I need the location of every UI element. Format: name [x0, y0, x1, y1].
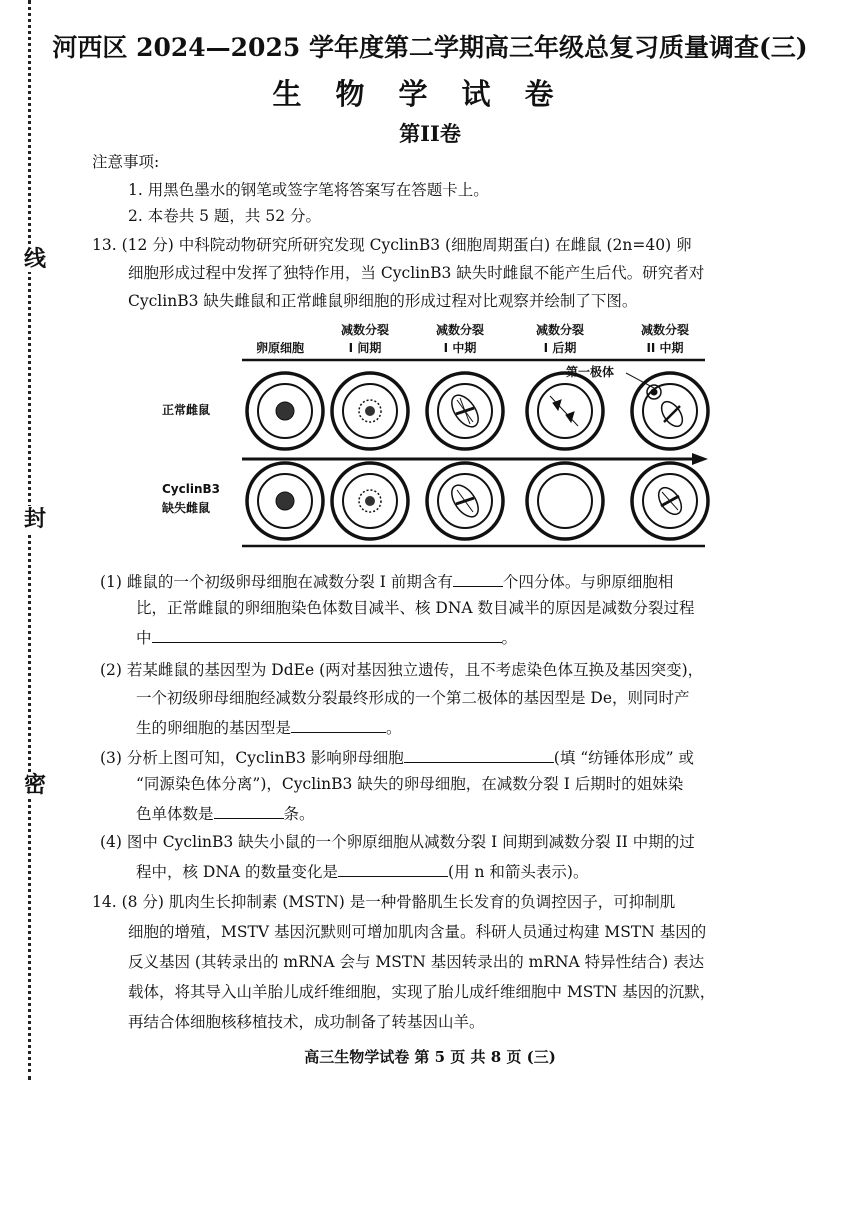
row-label-mutant-1: CyclinB3 [162, 482, 221, 496]
stage-label-3-l1: 减数分裂 [435, 323, 485, 337]
q13-intro-line-2: 细胞形成过程中发挥了独特作用，当 CyclinB3 缺失时雌鼠不能产生后代。研究者对 [128, 264, 705, 282]
page-footer: 高三生物学试卷 第 5 页 共 8 页 (三) [304, 1048, 556, 1066]
q13-2-line-3: 生的卵细胞的基因型是 。 [136, 716, 402, 738]
binding-char-mi: 密 [23, 772, 46, 798]
meiosis-diagram [160, 318, 720, 558]
polar-body-label: 第一极体 [566, 365, 615, 379]
q13-1-blank-1 [453, 570, 503, 587]
cell-normal-metaphase-1 [427, 373, 503, 449]
binding-char-xian: 线 [23, 246, 46, 272]
cell-normal-interphase [332, 373, 408, 449]
q13-2-line-1: (2) 若某雌鼠的基因型为 DdEe (两对基因独立遗传，且不考虑染色体互换及基因突变)， [100, 661, 704, 679]
q13-3-blank-2 [214, 802, 284, 819]
q13-3-line-1: (3) 分析上图可知，CyclinB3 影响卵母细胞 (填 “纺锤体形成” 或 [100, 746, 694, 768]
note-item-2: 2. 本卷共 5 题，共 52 分。 [128, 207, 322, 225]
q13-intro-line-1: 13. (12 分) 中科院动物研究所研究发现 CyclinB3 (细胞周期蛋白) 在雌鼠 (2n=40) 卵 [92, 236, 692, 254]
cell-normal-oogonium [247, 373, 323, 449]
stage-label-2-l2: I 间期 [348, 341, 382, 355]
stage-label-3-l2: I 中期 [443, 341, 477, 355]
q13-3-line-2: “同源染色体分离”)，CyclinB3 缺失的卵母细胞，在减数分裂 I 后期时的姐妹染 [136, 775, 684, 793]
notes-heading: 注意事项: [92, 153, 160, 171]
q14-line-2: 细胞的增殖，MSTV 基因沉默则可增加肌肉含量。科研人员通过构建 MSTN 基因的 [128, 923, 707, 941]
q13-1-line-1: (1) 雌鼠的一个初级卵母细胞在减数分裂 I 前期含有 个四分体。与卵原细胞相 [100, 570, 673, 592]
row-label-mutant-2: 缺失雌鼠 [162, 501, 211, 515]
q14-line-5: 再结合体细胞核移植技术，成功制备了转基因山羊。 [128, 1013, 485, 1031]
q13-3-line-3: 色单体数是 条。 [136, 802, 315, 824]
q13-2-line-2: 一个初级卵母细胞经减数分裂最终形成的一个第二极体的基因型是 De，则同时产 [136, 689, 690, 707]
cell-mutant-metaphase-1 [427, 463, 503, 539]
row-label-normal: 正常雌鼠 [162, 403, 211, 417]
q13-1-line-3: 中 。 [136, 626, 517, 648]
cell-mutant-metaphase-2 [632, 463, 708, 539]
cell-mutant-anaphase-1 [527, 463, 603, 539]
cell-mutant-oogonium [247, 463, 323, 539]
q13-2-blank [291, 716, 386, 733]
q13-3-blank-1 [404, 746, 554, 763]
q13-4-line-1: (4) 图中 CyclinB3 缺失小鼠的一个卵原细胞从减数分裂 I 间期到减数分裂 II 中期的过 [100, 833, 695, 851]
stage-label-1-l2: 卵原细胞 [255, 341, 305, 355]
timeline-arrowhead [692, 453, 708, 465]
q13-1-blank-2 [152, 626, 502, 643]
q14-line-1: 14. (8 分) 肌肉生长抑制素 (MSTN) 是一种骨骼肌生长发育的负调控因子，可抑制肌 [92, 893, 676, 911]
q13-4-blank [338, 860, 448, 877]
volume-title: 第II卷 [399, 121, 461, 146]
q14-line-3: 反义基因 (其转录出的 mRNA 会与 MSTN 基因转录出的 mRNA 特异性结合) 表达 [128, 953, 705, 971]
binding-line [28, 0, 45, 1080]
q13-1-line-2: 比，正常雌鼠的卵细胞染色体数目减半、核 DNA 数目减半的原因是减数分裂过程 [136, 599, 695, 617]
exam-title: 河西区 2024—2025 学年度第二学期高三年级总复习质量调查(三) [52, 33, 808, 62]
q14-line-4: 载体，将其导入山羊胎儿成纤维细胞，实现了胎儿成纤维细胞中 MSTN 基因的沉默， [128, 983, 716, 1001]
q13-intro-line-3: CyclinB3 缺失雌鼠和正常雌鼠卵细胞的形成过程对比观察并绘制了下图。 [128, 292, 638, 310]
cell-normal-metaphase-2 [632, 373, 708, 449]
stage-label-2-l1: 减数分裂 [340, 323, 390, 337]
note-item-1: 1. 用黑色墨水的钢笔或签字笔将答案写在答题卡上。 [128, 181, 489, 199]
cell-normal-anaphase-1 [527, 373, 603, 449]
stage-label-5-l2: II 中期 [646, 341, 684, 355]
stage-label-5-l1: 减数分裂 [640, 323, 690, 337]
subject-title: 生物学试卷 [272, 77, 588, 111]
cell-mutant-interphase [332, 463, 408, 539]
stage-label-4-l2: I 后期 [543, 341, 577, 355]
q13-4-line-2: 程中，核 DNA 的数量变化是 (用 n 和箭头表示)。 [136, 860, 588, 882]
binding-char-feng: 封 [23, 506, 46, 532]
stage-label-4-l1: 减数分裂 [535, 323, 585, 337]
